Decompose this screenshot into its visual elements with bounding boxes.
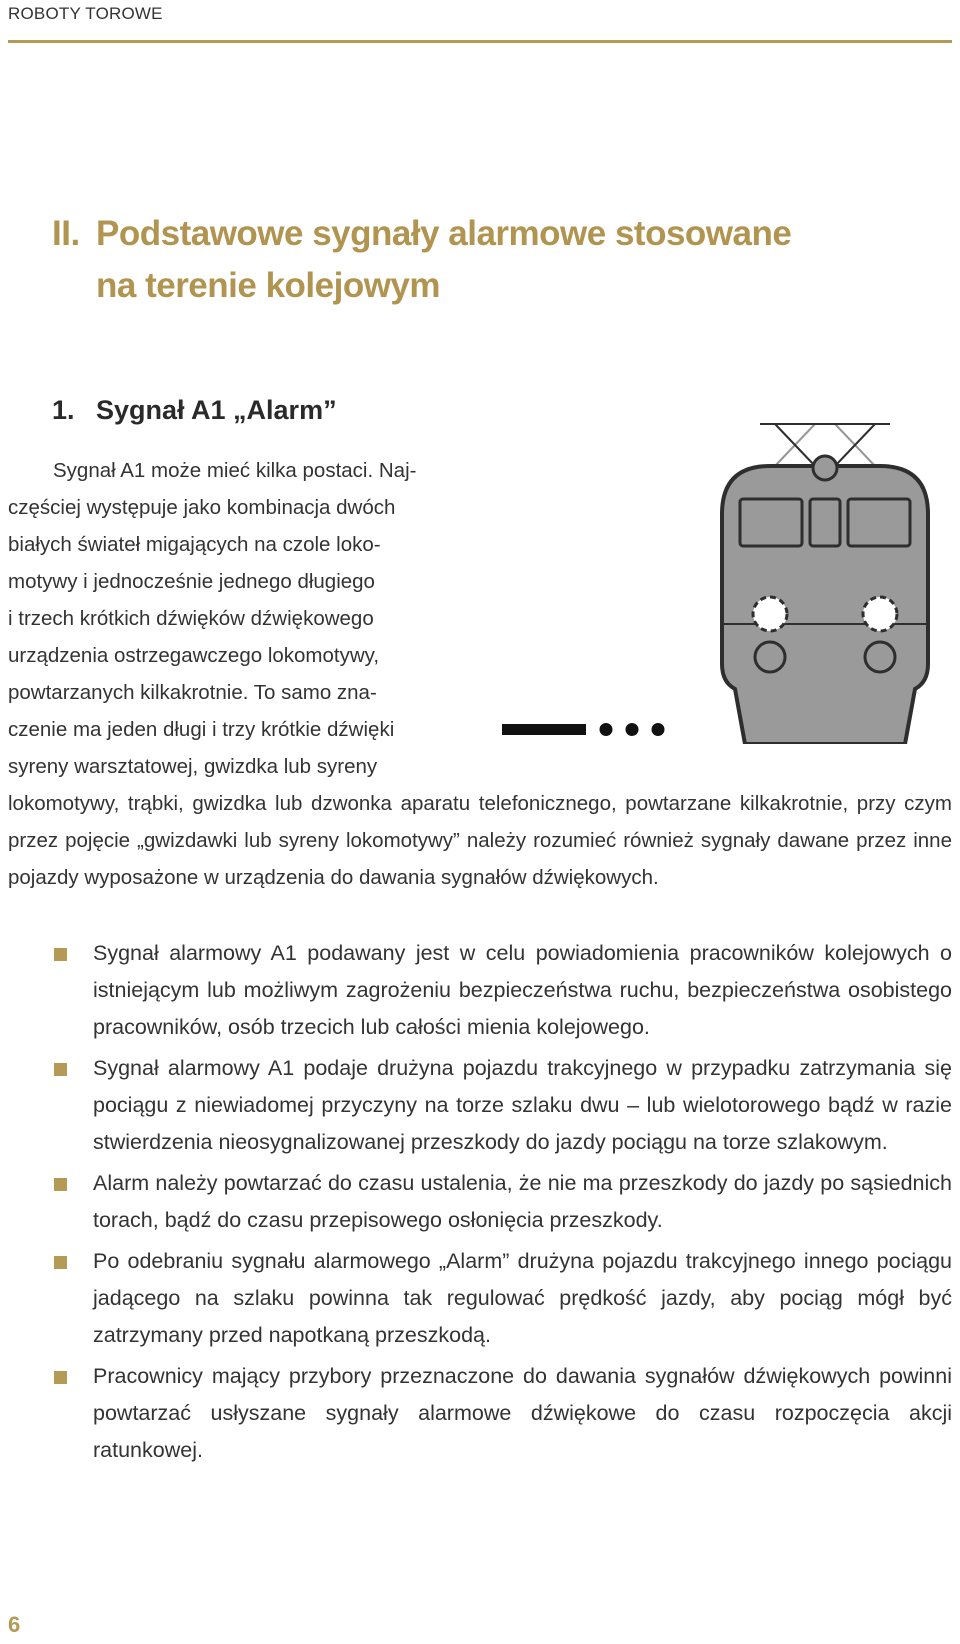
- intro-line: motywy i jednocześnie jednego długiego: [8, 570, 375, 593]
- list-item: [52, 1165, 952, 1239]
- bullet-square-icon: [54, 1256, 67, 1269]
- section-number: 1.: [52, 395, 75, 425]
- bullet-list: [52, 935, 952, 1473]
- bullet-square-icon: [54, 1178, 67, 1191]
- chapter-title: [52, 208, 912, 312]
- one-long-three-short-signal-icon: [502, 718, 682, 742]
- list-item-text: Po odebraniu sygnału alarmowego „Alarm” drużyna pojazdu trakcyjnego innego pociągu jadącego na szlaku powinna tak regulować prędkość jazdy, aby pociąg mógł być zatrzymany przed napotkaną przeszkodą.: [93, 1249, 952, 1347]
- chapter-title-line2: na terenie kolejowym: [96, 266, 441, 305]
- list-item-text: Sygnał alarmowy A1 podawany jest w celu powiadomienia pracowników kolejowych o istniejącym lub możliwym zagrożeniu bezpieczeństwa ruchu, bezpieczeństwa osobistego pracowników, osób trzecich lub całości mienia kolejowego.: [93, 941, 952, 1039]
- chapter-title-line1: Podstawowe sygnały alarmowe stosowane: [96, 214, 792, 253]
- list-item-text: Sygnał alarmowy A1 podaje drużyna pojazdu trakcyjnego w przypadku zatrzymania się pociągu z niewiadomej przyczyny na torze szlaku dwu – lub wielotorowego bądź w razie stwierdzenia nieosygnalizowanej przeszkody do jazdy pociągu na torze szlakowym.: [93, 1056, 952, 1154]
- intro-line: urządzenia ostrzegawczego lokomotywy,: [8, 644, 380, 667]
- list-item: [52, 1050, 952, 1161]
- intro-line: i trzech krótkich dźwięków dźwiękowego: [8, 607, 374, 630]
- bullet-square-icon: [54, 1063, 67, 1076]
- intro-continuation: lokomotywy, trąbki, gwizdka lub dzwonka aparatu telefonicznego, powtarzane kilkakrotnie, przy czym przez pojęcie „gwizdawki lub syreny lokomotywy” należy rozumieć również sygnały dawane przez inne pojazdy wyposażone w urządzenia do dawania sygnałów dźwiękowych.: [8, 792, 952, 889]
- bullet-square-icon: [54, 948, 67, 961]
- header-rule: [8, 40, 952, 43]
- locomotive-front-icon: [700, 414, 950, 774]
- page-number: 6: [8, 1612, 21, 1637]
- section-title: [52, 395, 337, 426]
- list-item: [52, 1358, 952, 1469]
- list-item: [52, 1243, 952, 1354]
- list-item-text: Pracownicy mający przybory przeznaczone do dawania sygnałów dźwiękowych powinni powtarzać usłyszane sygnały alarmowe dźwiękowe do czasu rozpoczęcia akcji ratunkowej.: [93, 1364, 952, 1462]
- intro-line: syreny warsztatowej, gwizdka lub syreny: [8, 755, 378, 778]
- list-item-text: Alarm należy powtarzać do czasu ustalenia, że nie ma przeszkody do jazdy po sąsiednich torach, bądź do czasu przepisowego osłonięcia przeszkody.: [93, 1171, 952, 1232]
- section-title-text: Sygnał A1 „Alarm”: [96, 395, 337, 425]
- intro-line: powtarzanych kilkakrotnie. To samo zna-: [8, 681, 377, 704]
- chapter-number: II.: [52, 214, 80, 253]
- intro-line: częściej występuje jako kombinacja dwóch: [8, 496, 396, 519]
- intro-line: czenie ma jeden długi i trzy krótkie dźwięki: [8, 718, 395, 741]
- bullet-square-icon: [54, 1371, 67, 1384]
- list-item: [52, 935, 952, 1046]
- running-head: ROBOTY TOROWE: [8, 4, 163, 23]
- intro-line: białych świateł migających na czole loko-: [8, 533, 381, 556]
- intro-line: Sygnał A1 może mieć kilka postaci. Naj-: [53, 459, 417, 482]
